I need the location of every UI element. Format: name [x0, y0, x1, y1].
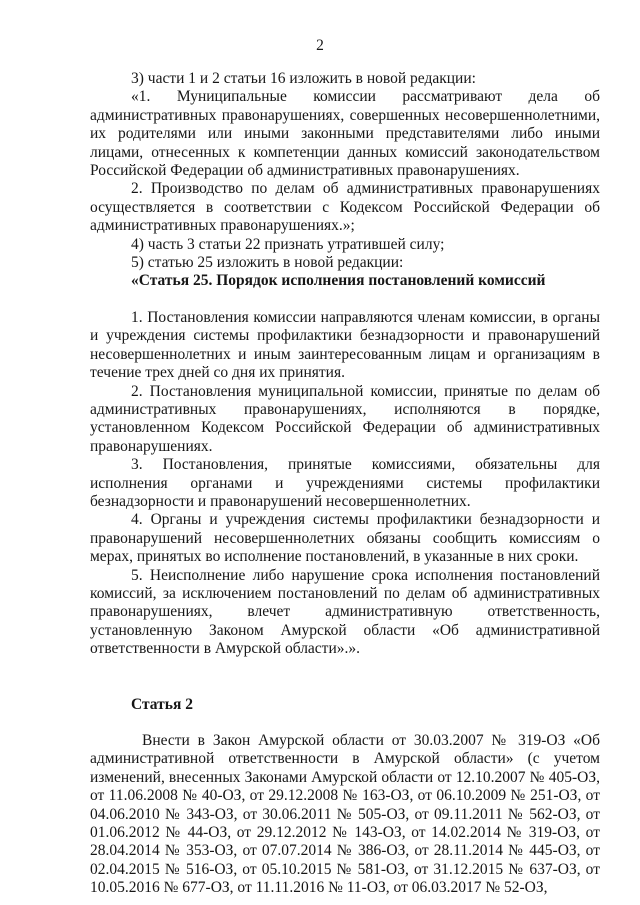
article-2-heading: Статья 2 — [131, 695, 193, 713]
amendment-item-4: 4) часть 3 статьи 22 признать утратившей силу; — [131, 235, 445, 253]
article-16-part-2: 2. Производство по делам об административных правонарушениях осуществляется в соответствии с Кодексом Российской Федерации об административных правонарушениях.»; — [90, 180, 600, 235]
article-25-part-1: 1. Постановления комиссии направляются членам комиссии, в органы и учреждения системы профилактики безнадзорности и правонарушений несовершеннолетних и иным заинтересованным лицам и организациям в течение трех дней со дня их принятия. — [90, 308, 600, 382]
amendment-item-3: 3) части 1 и 2 статьи 16 изложить в новой редакции: — [131, 70, 476, 87]
spacer — [90, 291, 600, 309]
spacer — [90, 659, 600, 696]
document-body — [90, 70, 600, 898]
spacer — [90, 714, 600, 732]
article-25-part-5: 5. Неисполнение либо нарушение срока исполнения постановлений комиссий, за исключением постановлений по делам об административных правонарушениях, влечет административную ответственность, установленную Законом Амурской области «Об административной ответственности в Амурской области».». — [90, 566, 600, 658]
article-25-heading: «Статья 25. Порядок исполнения постановлений комиссий — [131, 272, 546, 290]
article-25-part-3: 3. Постановления, принятые комиссиями, обязательны для исполнения органами и учреждениями системы профилактики безнадзорности и правонарушений несовершеннолетних. — [90, 456, 600, 510]
article-25-part-4: 4. Органы и учреждения системы профилактики безнадзорности и правонарушений несовершеннолетних обязаны сообщить комиссиям о мерах, принятых во исполнение постановлений, в указанные в них сроки. — [90, 511, 600, 566]
article-2-text: Внести в Закон Амурской области от 30.03.2007 № 319-ОЗ «Об административной ответственности в Амурской области» (с учетом изменений, внесенных Законами Амурской области от 12.10.2007 № 405-ОЗ, от 11.06.2008 № 40-ОЗ, от 29.12.2008 № 163-ОЗ, от 06.10.2009 № 251-ОЗ, от 04.06.2010 № 343-ОЗ, от 30.06.2011 № 505-ОЗ, от 09.11.2011 № 562-ОЗ, от 01.06.2012 № 44-ОЗ, от 29.12.2012 № 143-ОЗ, от 14.02.2014 № 319-ОЗ, от 28.04.2014 № 353-ОЗ, от 07.07.2014 № 386-ОЗ, от 28.11.2014 № 445-ОЗ, от 02.04.2015 № 516-ОЗ, от 05.10.2015 № 581-ОЗ, от 31.12.2015 № 637-ОЗ, от 10.05.2016 № 677-ОЗ, от 11.11.2016 № 11-ОЗ, от 06.03.2017 № 52-ОЗ, — [90, 732, 600, 897]
amendment-item-5: 5) статью 25 изложить в новой редакции: — [131, 254, 404, 272]
page-number: 2 — [316, 37, 324, 54]
article-16-part-1: «1. Муниципальные комиссии рассматривают дела об административных правонарушениях, совершенных несовершеннолетними, их родителями или иными законными представителями либо иными лицами, отнесенных к компетенции данных комиссий законодательством Российской Федерации об административных правонарушениях. — [90, 88, 600, 180]
article-25-part-2: 2. Постановления муниципальной комиссии, принятые по делам об административных правонарушениях, исполняются в порядке, установленном Кодексом Российской Федерации об административных правонарушениях. — [90, 382, 600, 455]
